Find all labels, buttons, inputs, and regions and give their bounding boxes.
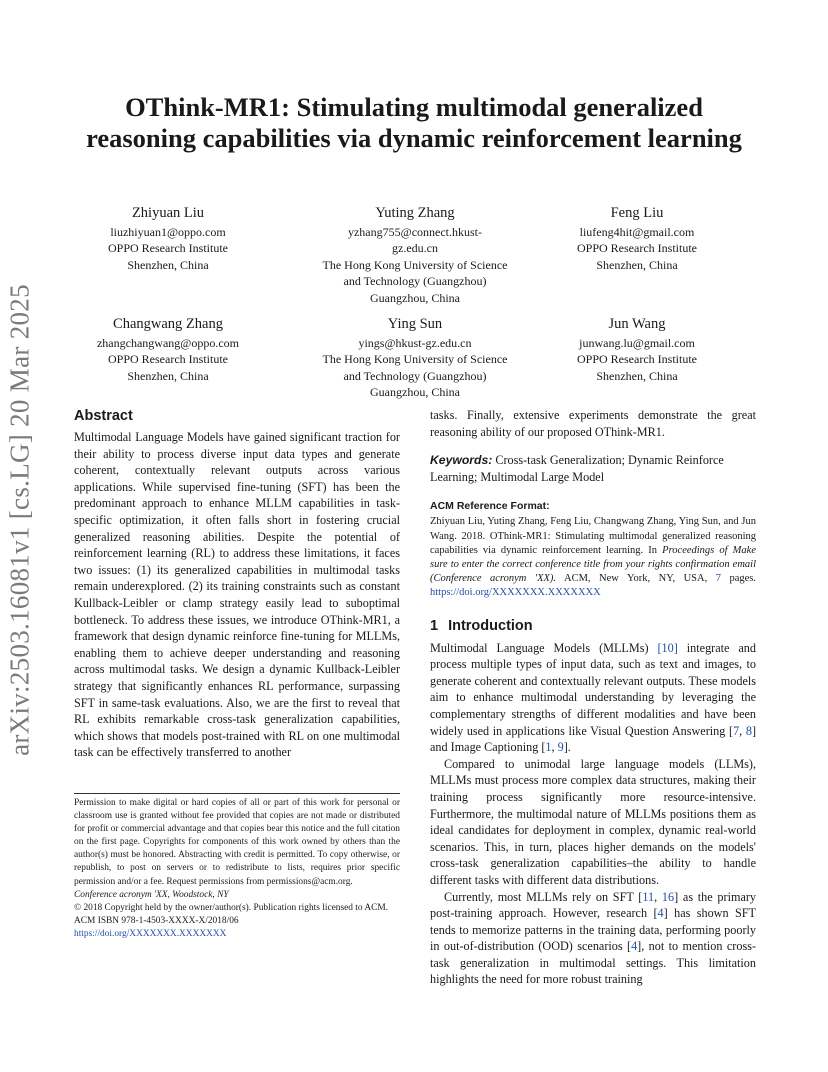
text-run: ], not to mention cross-task generalization in multimodal settings. This limitation highlights the need for more robust training — [430, 939, 756, 987]
author-affiliation: OPPO Research Institute — [108, 352, 228, 367]
keywords — [430, 452, 756, 485]
left-column — [74, 407, 400, 761]
right-column — [430, 407, 756, 988]
author-email-cont: gz.edu.cn — [392, 241, 438, 256]
citation-link[interactable]: 8 — [745, 723, 752, 738]
intro-paragraph-1: Multimodal Language Models (MLLMs) [10] integrate and process multiple types of input data, such as text and images, to generate coherent and contextually relevant outputs. These models aim to enhance multimodal understanding by leveraging the complementary strengths of different modalities and have been widely used in applications like Visual Question Answering [7, 8] and Image Captioning [1, 9]. — [430, 640, 757, 755]
permission-text: Permission to make digital or hard copies of all or part of this work for personal or classroom use is granted without fee provided that copies are not made or distributed for profit or commercial advantage and that copies bear this notice and the full citation on the first page. Copyrights for components of this work owned by others than the author(s) must be honored. Abstracting with credit is permitted. To copy otherwise, or republish, to post on servers or to redistribute to lists, requires prior specific permission and/or a fee. Request permissions from permissions@acm.org. — [74, 798, 400, 887]
author-affiliation: The Hong Kong University of Science — [322, 257, 508, 272]
conference-line: Conference acronym 'XX, Woodstock, NY — [74, 889, 229, 900]
author-location: Shenzhen, China — [596, 257, 678, 272]
citation-link[interactable]: 1 — [545, 740, 552, 755]
citation-link[interactable]: 4 — [657, 906, 664, 921]
author-affiliation: OPPO Research Institute — [108, 241, 228, 256]
section-title: Introduction — [448, 617, 533, 634]
author-5 — [300, 314, 530, 401]
acm-ref-heading: ACM Reference Format: — [430, 500, 550, 513]
copyright-line: © 2018 Copyright held by the owner/author(s). Publication rights licensed to ACM. — [74, 902, 389, 913]
keywords-label: Keywords: — [430, 453, 493, 468]
author-4 — [74, 314, 262, 384]
intro-paragraph-3: Currently, most MLLMs rely on SFT [11, 16] as the primary post-training approach. However, research [4] has shown SFT tends to memorize patterns in the training data, performing poorly in out-of-distribution (OOD) scenarios [4], not to mention cross-task generalization in multimodal settings. This limitation highlights the need for more robust training — [430, 889, 757, 987]
author-name: Feng Liu — [610, 205, 664, 221]
paper-title: OThink-MR1: Stimulating multimodal generalized reasoning capabilities via dynamic reinforcement learning — [86, 92, 742, 153]
acm-ref-pages-link[interactable]: 7 — [715, 573, 721, 585]
acm-ref-text — [430, 515, 756, 600]
text-run: ]. — [563, 740, 571, 755]
author-2 — [300, 203, 530, 306]
author-email: liufeng4hit@gmail.com — [579, 225, 695, 239]
text-run: ] as the primary post-training approach. However, research [ — [430, 889, 757, 921]
author-name: Zhiyuan Liu — [131, 205, 205, 221]
citation-link[interactable]: 11 — [642, 889, 655, 904]
author-affiliation: OPPO Research Institute — [577, 352, 697, 367]
text-run: ] has shown SFT tends to memorize patterns in the training data, performing poorly in out-of-distribution (OOD) scenarios [ — [430, 906, 756, 954]
author-email: zhangchangwang@oppo.com — [96, 336, 239, 350]
author-location: Shenzhen, China — [596, 368, 678, 383]
author-email: junwang.lu@gmail.com — [579, 336, 695, 350]
permission-footnote — [74, 793, 400, 941]
citation-link[interactable]: 4 — [631, 939, 638, 954]
abstract-heading: Abstract — [74, 408, 133, 424]
text-run: integrate and process multiple types of input data, such as text and images, to generate coherent and contextually relevant outputs. These models aim to enhance multimodal understanding by leveraging the complementary strengths of different modalities and have been widely used in applications like Visual Question Answering [ — [430, 640, 756, 738]
abstract-continuation: tasks. Finally, extensive experiments demonstrate the great reasoning ability of our proposed OThink-MR1. — [430, 408, 756, 439]
author-3 — [554, 203, 720, 273]
author-name: Jun Wang — [608, 316, 666, 332]
author-location: Shenzhen, China — [127, 368, 209, 383]
citation-link[interactable]: [10] — [657, 640, 678, 655]
author-name: Changwang Zhang — [113, 316, 223, 332]
text-run: Currently, most MLLMs rely on SFT [ — [444, 889, 643, 904]
section-number: 1 — [430, 617, 439, 634]
arxiv-id: arXiv:2503.16081v1 [cs.LG] 20 Mar 2025 — [4, 284, 35, 756]
author-affiliation-cont: and Technology (Guangzhou) — [343, 368, 487, 383]
author-location: Shenzhen, China — [127, 257, 209, 272]
author-affiliation: The Hong Kong University of Science — [322, 352, 508, 367]
acm-ref-pages-word: pages. — [720, 573, 756, 585]
citation-link[interactable]: 7 — [733, 723, 740, 738]
author-location: Guangzhou, China — [370, 385, 460, 400]
author-6 — [554, 314, 720, 384]
isbn-line: ACM ISBN 978-1-4503-XXXX-X/2018/06 — [74, 915, 239, 926]
author-affiliation: OPPO Research Institute — [577, 241, 697, 256]
intro-paragraph-2: Compared to unimodal large language models (LLMs), MLLMs must process more complex data structures, making their training process significantly more resource-intensive. Furthermore, the multimodal nature of MLLMs positions them as ideal candidates for deployment in complex, dynamic real-world scenarios. This, in turn, places higher demands on the models' cross-task generalization capabilities–the ability to handle different tasks with different data distributions. — [430, 756, 756, 887]
author-name: Yuting Zhang — [375, 205, 455, 221]
intro-heading — [430, 617, 756, 635]
acm-ref-start: Zhiyuan Liu, Yuting Zhang, Feng Liu, Changwang Zhang, Ying Sun, and Jun Wang. 2018. OThink-MR1: Stimulating multimodal generalized reasoning capabilities via dynamic reinforcement learning. In — [430, 516, 756, 556]
author-affiliation-cont: and Technology (Guangzhou) — [343, 274, 487, 289]
author-location: Guangzhou, China — [370, 290, 460, 305]
author-email: yzhang755@connect.hkust- — [347, 225, 482, 239]
acm-ref-mid: ACM, New York, NY, USA, — [556, 573, 716, 585]
citation-link[interactable]: 9 — [557, 740, 564, 755]
text-run: Multimodal Language Models (MLLMs) — [430, 640, 658, 655]
author-email: liuzhiyuan1@oppo.com — [110, 225, 226, 239]
author-1 — [74, 203, 262, 273]
text-run: ] and Image Captioning [ — [430, 723, 757, 755]
citation-link[interactable]: 16 — [661, 889, 675, 904]
abstract-text: Multimodal Language Models have gained significant traction for their ability to process diverse input data types and generate coherent, contextually relevant outputs across various applications. While supervised fine-tuning (SFT) has been the predominant approach to enhance MLLM capabilities in task-specific optimization, it often falls short in fostering crucial generalized reasoning abilities. Despite the potential of reinforcement learning (RL) to address these limitations, it faces two issues: (1) its generalized capabilities in multimodal tasks remain underexplored. (2) its training constraints such as constant Kullback-Leibler or clamp strategy easily lead to suboptimal bottleneck. To address these issues, we introduce OThink-MR1, a framework that design dynamic reinforce fine-tuning for MLLMs, enabling them to achieve deeper understanding and reasoning across multimodal tasks. We design a dynamic Kullback-Leibler strategy that significantly enhances RL performance, surpassing SFT in same-task evaluations. Also, we are the first to reveal that RL exhibits remarkable cross-task generalization capabilities, which shows that models post-trained with RL on one multimodal task can be effectively transferred to another — [74, 430, 400, 760]
keywords-text: Cross-task Generalization; Dynamic Reinforce Learning; Multimodal Large Model — [430, 453, 724, 484]
author-name: Ying Sun — [387, 316, 443, 332]
author-email: yings@hkust-gz.edu.cn — [358, 336, 472, 350]
acm-ref-doi-link[interactable]: https://doi.org/XXXXXXX.XXXXXXX — [430, 587, 601, 599]
footnote-doi-link[interactable]: https://doi.org/XXXXXXX.XXXXXXX — [74, 928, 227, 939]
acm-ref-proceedings: Proceedings of Make sure to enter the correct conference title from your rights confirmation email (Conference acronym 'XX). — [430, 544, 756, 585]
